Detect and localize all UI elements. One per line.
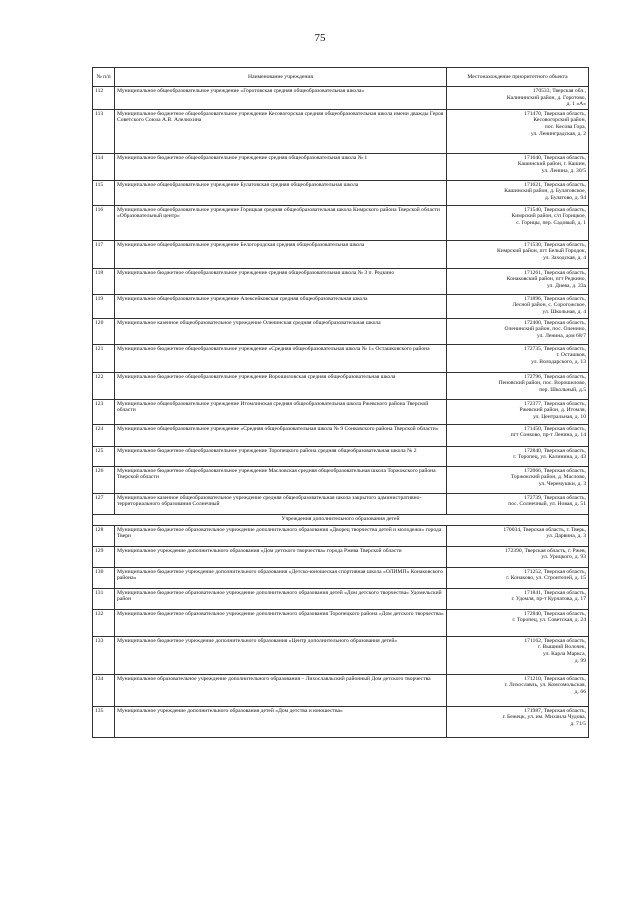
address-line: с. Горицы, пер. Садовый, д. 1 [516,219,586,226]
address-line: ул. Ленина, дом 68/7 [536,332,586,339]
address-line: ул. Володарского, д. 13 [531,358,586,365]
address-line: 172377, Тверская область, [524,400,586,407]
address-line: 172840, Тверская область, [524,447,586,454]
row-number: 119 [93,294,115,318]
institution-name: Муниципальное казенное общеобразовательное учреждение средняя общеобразовательная школа закрытого административно-территориального образования Солнечный [115,493,447,514]
institution-address [447,399,589,424]
address-line: 172390, Тверская область, г. Ржев, [504,547,586,554]
address-line: 171261, Тверская область, [524,269,586,276]
row-number: 121 [93,344,115,372]
table-row [93,180,589,205]
address-line: 171470, Тверская область, [524,110,586,117]
header-number: № п/п [93,68,115,87]
institution-name: Муниципальное бюджетное образовательное учреждение дополнительного образования «Дворец творчества детей и молодежи» города Твери [115,525,447,546]
section-row [93,514,589,525]
institution-address [447,372,589,399]
address-line: 172066, Тверская область, [524,467,586,474]
address-line: Торжокский район, д. Маслово, [510,474,586,481]
row-number: 135 [93,706,115,737]
row-number: 122 [93,372,115,399]
address-line: 170034, Тверская область, г. Тверь, [503,526,586,533]
header-name: Наименование учреждения [115,68,447,87]
address-line: ул. Черемушки, д. 3 [538,480,586,487]
row-number: 123 [93,399,115,424]
address-line: Лесной район, с. Сорогожское, [512,302,586,309]
address-line: 171621, Тверская область, [524,181,586,188]
institution-address [447,674,589,706]
address-line: г. Торопец, ул. Советская, д. 24 [512,617,586,624]
institution-address [447,706,589,737]
table-row [93,109,589,153]
address-line: Кашинский район, д. Булатовское, [504,188,586,195]
institution-address [447,636,589,674]
address-line: 171640, Тверская область, [524,154,586,161]
table-row [93,318,589,344]
institution-name: Муниципальное бюджетное учреждение дополнительного образования «Детско-юношеская спортивная школа «ОЛИМП» Конаковского района» [115,567,447,588]
institution-address [447,588,589,609]
institution-address [447,87,589,110]
address-line: г. Лихославль, ул. Комсомольская, [504,682,586,689]
address-line: 171987, Тверская область, [524,707,586,714]
institution-address [447,424,589,446]
table-row [93,674,589,706]
address-line: пос. Солнечный, ул. Новая, д. 51 [508,501,586,508]
header-location: Местонахождение приоритетного объекта [447,68,589,87]
address-line: 172840, Тверская область, [524,610,586,617]
row-number: 118 [93,268,115,294]
address-line: г. Удомля, пр-т Курчатова, д. 17 [511,596,586,603]
address-line: д. 1 «А» [566,101,586,108]
address-line: ул. Урицкого, д. 93 [541,554,586,561]
table-row [93,706,589,737]
table-row [93,372,589,399]
table-body [93,87,589,738]
institution-address [447,318,589,344]
row-number: 117 [93,240,115,268]
table-row [93,588,589,609]
institution-name: Муниципальное учреждение дополнительного образования «Дом детского творчества» города Ржева Тверской области [115,546,447,567]
address-line: 171540, Тверская область, [524,206,586,213]
address-line: пгт Сонково, пр-т Ленина, д. 14 [510,432,586,439]
row-number: 120 [93,318,115,344]
address-line: 171530, Тверская область, [524,241,586,248]
row-number: 131 [93,588,115,609]
row-number: 132 [93,609,115,636]
row-number: 130 [93,567,115,588]
address-line: ул. Ленинградская, д. 2 [530,130,586,137]
row-number: 127 [93,493,115,514]
table-row [93,344,589,372]
institution-name: Муниципальное общеобразовательное учреждение Белогородская средняя общеобразовательная школа [115,240,447,268]
row-number: 124 [93,424,115,446]
table-row [93,153,589,180]
institution-name: Муниципальное общеобразовательное учреждение «Средняя общеобразовательная школа № 9 Сонковского района Тверской области» [115,424,447,446]
page-number: 75 [314,32,326,44]
institution-name: Муниципальное бюджетное общеобразовательное учреждение Торопецкого района средняя общеобразовательная школа № 2 [115,446,447,466]
address-line: ул. Центральная, д. 10 [533,413,586,420]
address-line: ул. Ленина, д. 30/5 [541,167,586,174]
institution-name: Муниципальное общеобразовательное учреждение Булатовская средняя общеобразовательная школа [115,180,447,205]
address-line: 171450, Тверская область, [524,425,586,432]
address-line: 171210, Тверская область, [524,675,586,682]
address-line: ул. Школьная, д. 4 [542,308,586,315]
address-line: г. Вышний Волочек, [538,644,586,651]
institutions-table [92,67,589,738]
institution-name: Муниципальное бюджетное общеобразовательное учреждение «Средняя общеобразовательная школа № 1» Осташковского района [115,344,447,372]
row-number: 116 [93,205,115,240]
address-line: 171896, Тверская область, [524,295,586,302]
section-title: Учреждения дополнительного образования детей [93,514,589,525]
address-line: д. 71/5 [570,720,586,727]
address-line: 170533, Тверская обл., [532,88,586,94]
institution-address [447,240,589,268]
institution-address [447,205,589,240]
address-line: Кашинский район, г. Кашин, [517,161,586,168]
address-line: пос. Кесова Гора, [544,123,586,130]
institution-name: Муниципальное бюджетное общеобразовательное учреждение средняя общеобразовательная школа № 3 п. Редкино [115,268,447,294]
institution-name: Муниципальное бюджетное образовательное учреждение дополнительного образования Торопецкого района «Дом детского творчества» [115,609,447,636]
address-line: ул. Карла Маркса, [543,650,586,657]
institution-name: Муниципальное образовательное учреждение дополнительного образования – Лихославльский районный Дом детского творчества [115,674,447,706]
table-row [93,493,589,514]
row-number: 113 [93,109,115,153]
table-row [93,525,589,546]
address-line: д. 66 [574,688,586,695]
row-number: 126 [93,466,115,493]
institution-name: Муниципальное бюджетное общеобразовательное учреждение Масловская средняя общеобразовательная школа Торжокского района Тверской области [115,466,447,493]
table-row [93,609,589,636]
institution-name: Муниципальное общеобразовательное учреждение «Горотовская средняя общеобразовательная школа» [115,87,447,110]
table-row [93,268,589,294]
institution-address [447,344,589,372]
address-line: г. Торопец, ул. Калинина, д. 43 [513,454,586,461]
institution-name: Муниципальное казенное общеобразовательное учреждение Оленинская средняя общеобразовательная школа [115,318,447,344]
institution-address [447,180,589,205]
address-line: Оленинский район, пос. Оленино, [504,326,586,333]
row-number: 128 [93,525,115,546]
row-number: 115 [93,180,115,205]
address-line: 172796, Тверская область, [524,373,586,380]
table-row [93,87,589,110]
institution-name: Муниципальное бюджетное общеобразовательное учреждение Кесовогорская средняя общеобразовательная школа имени дважды Героя Советского Союза А.В. Алелюхина [115,109,447,153]
address-line: г. Конаково, ул. Строителей, д. 15 [506,575,586,582]
institution-address [447,466,589,493]
institution-name: Муниципальное бюджетное общеобразовательное учреждение средняя общеобразовательная школа № 1 [115,153,447,180]
table-row [93,546,589,567]
address-line: 171841, Тверская область, [524,589,586,596]
institution-address [447,525,589,546]
table-row [93,240,589,268]
address-line: г. Осташков, [556,352,586,359]
row-number: 134 [93,674,115,706]
address-line: д. Булатово, д. 94 [545,194,586,201]
address-line: 172739, Тверская область, [524,494,586,501]
address-line: г. Бежецк, ул. им. Михаила Чудова, [502,714,586,721]
row-number: 129 [93,546,115,567]
institution-address [447,268,589,294]
institution-address [447,294,589,318]
table-row [93,446,589,466]
table-row [93,294,589,318]
institution-address [447,109,589,153]
table-row [93,399,589,424]
institution-address [447,446,589,466]
institution-address [447,153,589,180]
table-row [93,424,589,446]
row-number: 125 [93,446,115,466]
address-line: Кимрский район, с/п Горицкое, [511,213,586,220]
institution-name: Муниципальное бюджетное образовательное учреждение дополнительного образования детей «Дом детского творчества» Удомельский район [115,588,447,609]
table-row [93,636,589,674]
table-header-row [93,68,589,87]
address-line: пер. Школьный, д.5 [539,386,586,393]
institution-name: Муниципальное учреждение дополнительного образования детей «Дом детства и юношества» [115,706,447,737]
institution-address [447,493,589,514]
table-row [93,466,589,493]
row-number: 114 [93,153,115,180]
address-line: ул. Диева, д. 33а [547,282,586,289]
institution-name: Муниципальное бюджетное общеобразовательное учреждение Ворошиловская средняя общеобразовательная школа [115,372,447,399]
row-number: 112 [93,87,115,110]
address-line: д. 99 [574,657,586,664]
institution-name: Муниципальное общеобразовательное учреждение Горицкая средняя общеобразовательная школа Кимрского района Тверской области «Образовательный центр» [115,205,447,240]
address-line: Пеновский район, пос. Ворошилово, [498,380,586,387]
institution-address [447,609,589,636]
address-line: Конаковский район, пгт Редкино, [506,276,586,283]
table-row [93,205,589,240]
address-line: ул. Заходская, д. 4 [543,254,586,261]
institution-name: Муниципальное общеобразовательное учреждение Итомлинская средняя общеобразовательная школа Ржевского района Тверской области [115,399,447,424]
address-line: 171252, Тверская область, [524,568,586,575]
address-line: 172400, Тверская область, [524,319,586,326]
table-row [93,567,589,588]
address-line: Кесовогорский район, [533,117,586,124]
address-line: ул. Дарвина, д. 3 [546,533,586,540]
address-line: Ржевский район, д. Итомля, [519,407,586,414]
row-number: 133 [93,636,115,674]
institution-address [447,546,589,567]
address-line: Кимрский район, пгт Белый Городок, [496,248,586,255]
institution-name: Муниципальное бюджетное учреждение дополнительного образования «Центр дополнительного образования детей» [115,636,447,674]
address-line: 172735, Тверская область, [524,345,586,352]
institution-name: Муниципальное общеобразовательное учреждение Алексейковская средняя общеобразовательная школа [115,294,447,318]
address-line: Калининский район, д. Горотово, [506,94,586,101]
institution-address [447,567,589,588]
address-line: 171162, Тверская область, [524,637,586,644]
